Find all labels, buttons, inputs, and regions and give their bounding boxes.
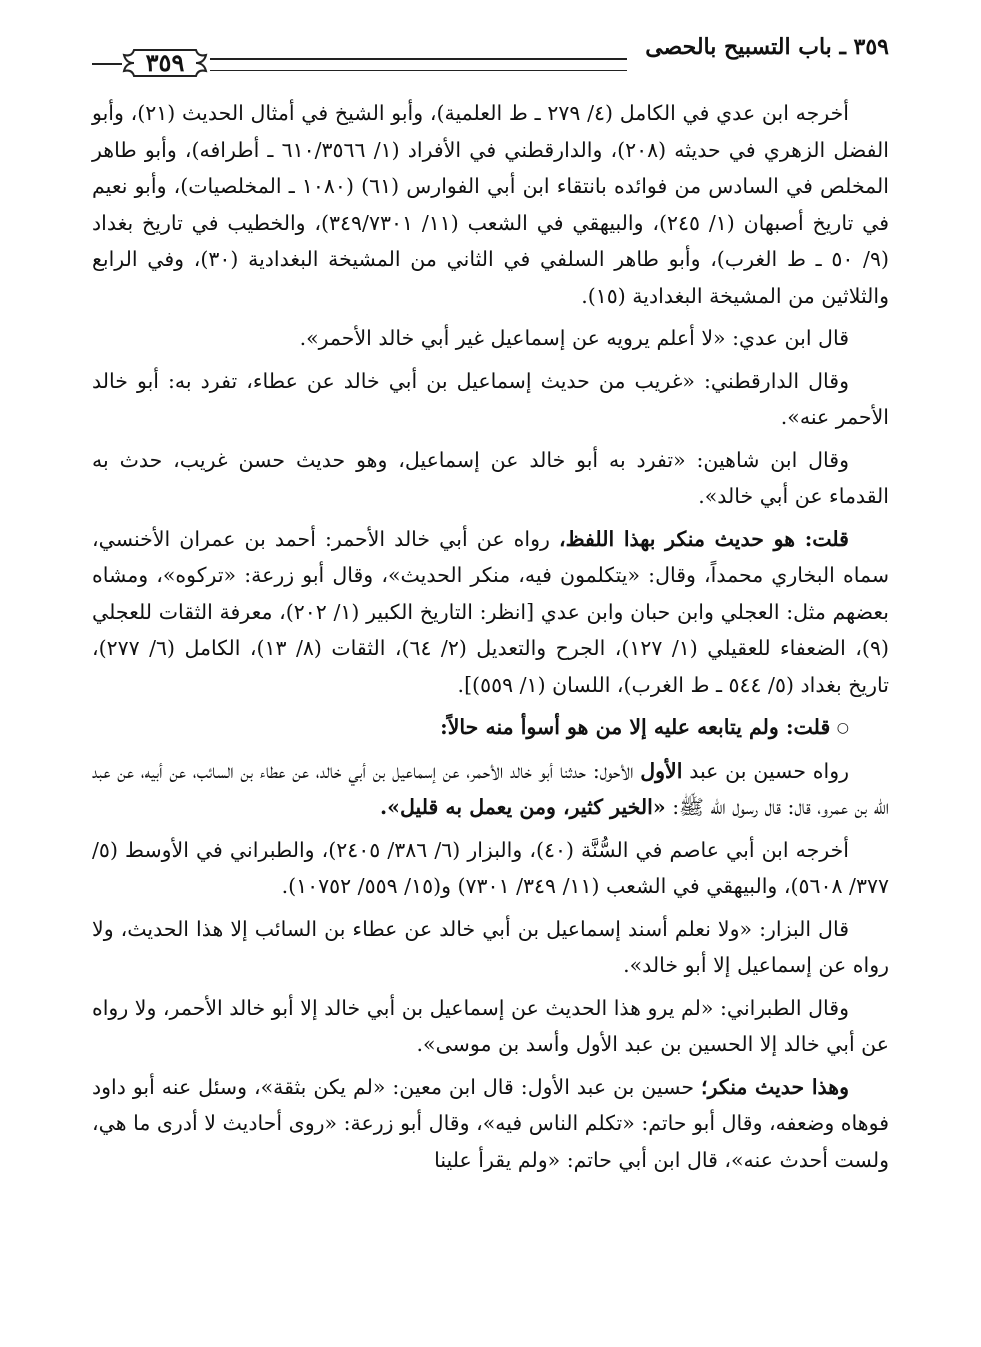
paragraph-text: وقال الدارقطني: «غريب من حديث إسماعيل بن أبي خالد عن عطاء، تفرد به: أبو خالد الأحمر عنه». bbox=[92, 368, 889, 429]
page-header bbox=[92, 28, 889, 76]
paragraph-text: قال البزار: «ولا نعلم أسند إسماعيل بن أبي خالد عن عطاء بن السائب إلا هذا الحديث، ولا رواه عن إسماعيل إلا أبو خالد». bbox=[92, 916, 889, 977]
paragraph-bullet-heading bbox=[92, 709, 889, 747]
paragraph-takhrij-1 bbox=[92, 95, 889, 314]
circle-bullet-icon: ○ bbox=[836, 720, 849, 736]
paragraph-bold-lead: وهذا حديث منكر؛ bbox=[701, 1074, 849, 1099]
paragraph-text: رواه حسين بن عبد bbox=[682, 758, 849, 783]
paragraph-text: أخرجه ابن عدي في الكامل (٤/ ٢٧٩ ـ ط العلمية)، وأبو الشيخ في أمثال الحديث (٢١)، وأبو الفضل الزهري في حديثه (٢٠٨)، والدارقطني في الأفراد (١/ ٦١٠/٣٥٦٦ ـ أطرافه)، وأبو طاهر المخلص في السادس من فوائده بانتقاء ابن أبي الفوارس (٦١) (١٠٨٠ ـ المخلصيات)، وأبو نعيم في تاريخ أصبهان (١/ ٢٤٥)، والبيهقي في الشعب (١١/ ٣٤٩/٧٣٠١)، والخطيب في تاريخ بغداد (٩/ ٥٠ ـ ط الغرب)، وأبو طاهر السلفي في الثاني من المشيخة البغدادية (٣٠)، وفي الرابع والثلاثين من المشيخة البغدادية (١٥). bbox=[92, 101, 890, 308]
body-text bbox=[92, 95, 889, 1184]
running-head: ٣٥٩ ـ باب التسبيح بالحصى bbox=[645, 34, 889, 60]
paragraph-bazzar bbox=[92, 911, 889, 984]
paragraph-takhrij-2 bbox=[92, 832, 889, 905]
paragraph-text: حسين بن عبد الأول: قال ابن معين: «لم يكن بثقة»، وسئل عنه أبو داود فوهاه وضعفه، وقال أبو حاتم: «تكلم الناس فيه»، وقال أبو زرعة: «روى أحاديث لا أدرى ما هي، ولست أحدث عنه»، قال ابن أبي حاتم: «ولم يقرأ علينا bbox=[92, 1074, 889, 1172]
paragraph-text: الأحول: حدثنا أبو خالد الأحمر، عن إسماعيل بن أبي خالد، عن عطاء بن السائب، عن أبيه، عن عبد الله بن عمرو، قال: قال رسول الله ﷺ: bbox=[92, 758, 889, 819]
paragraph-bold-lead: قلت: هو حديث منكر بهذا اللفظ، bbox=[558, 526, 849, 551]
paragraph-tabarani bbox=[92, 990, 889, 1063]
hadith-matn: «الخير كثير، ومن يعمل به قليل». bbox=[380, 795, 666, 819]
paragraph-hadith-text bbox=[92, 753, 889, 826]
paragraph-text: رواه عن أبي خالد الأحمر: أحمد بن عمران الأخنسي، سماه البخاري محمداً، وقال: «يتكلمون فيه، منكر الحديث»، وقال أبو زرعة: «تركوه»، ومشاه بعضهم مثل: العجلي وابن حبان وابن عدي [انظر: التاريخ الكبير (١/ ٢٠٢)، معرفة الثقات للعجلي (٩)، الضعفاء للعقيلي (١/ ١٢٧)، الجرح والتعديل (٢/ ٦٤)، الثقات (٨/ ١٣)، الكامل (٦/ ٢٧٧)، تاريخ بغداد (٥/ ٥٤٤ ـ ط الغرب)، اللسان (١/ ٥٥٩)]. bbox=[92, 526, 889, 697]
paragraph-final-verdict bbox=[92, 1069, 889, 1179]
paragraph-bold-word: الأول bbox=[640, 758, 683, 783]
paragraph-author-verdict bbox=[92, 521, 889, 704]
page-number: ٣٥٩ bbox=[145, 48, 185, 77]
page-number-frame bbox=[122, 44, 208, 82]
paragraph-daraqutni bbox=[92, 363, 889, 436]
header-rule bbox=[210, 58, 627, 71]
header-rule-short bbox=[92, 63, 122, 65]
paragraph-bold-lead: قلت: ولم يتابعه عليه إلا من هو أسوأ منه حالاً: bbox=[440, 715, 831, 739]
paragraph-text: وقال ابن شاهين: «تفرد به أبو خالد عن إسماعيل، وهو حديث حسن غريب، حدث به القدماء عن أبي خالد». bbox=[92, 447, 889, 508]
paragraph-text: قال ابن عدي: «لا أعلم يرويه عن إسماعيل غير أبي خالد الأحمر». bbox=[299, 326, 849, 350]
paragraph-text: أخرجه ابن أبي عاصم في السُّنَّة (٤٠)، والبزار (٦/ ٣٨٦/ ٢٤٠٥)، والطبراني في الأوسط (٥/ ٣٧٧/ ٥٦٠٨)، والبيهقي في الشعب (١١/ ٣٤٩/ ٧٣٠١) و(١٥/ ٥٥٩/ ١٠٧٥٢). bbox=[92, 837, 889, 898]
paragraph-text: وقال الطبراني: «لم يرو هذا الحديث عن إسماعيل بن أبي خالد إلا أبو خالد الأحمر، ولا رواه عن أبي خالد إلا الحسين بن عبد الأول وأسد بن موسى». bbox=[92, 995, 889, 1056]
paragraph-ibn-shahin bbox=[92, 442, 889, 515]
paragraph-ibn-adi bbox=[92, 320, 889, 357]
